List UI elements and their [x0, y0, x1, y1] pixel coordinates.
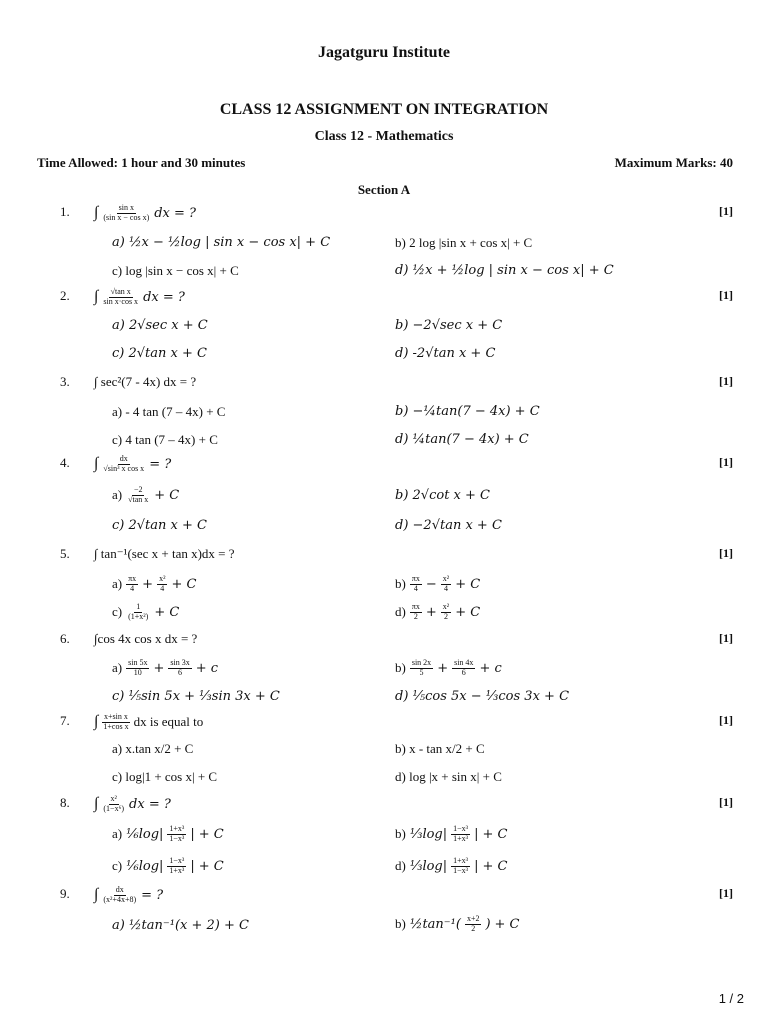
question-number: 8.: [60, 795, 70, 810]
question-number: 7.: [60, 713, 70, 728]
assignment-title: CLASS 12 ASSIGNMENT ON INTEGRATION: [219, 101, 549, 118]
question-number: 4.: [60, 455, 70, 470]
question-number: 2.: [60, 288, 70, 303]
time-allowed: Time Allowed: 1 hour and 30 minutes: [37, 155, 246, 170]
subject-line: Class 12 - Mathematics: [314, 129, 454, 144]
option-b: b) −2√sec x + C: [395, 318, 503, 333]
question-number: 6.: [60, 631, 70, 646]
question-marks: [1]: [719, 288, 733, 302]
option-a: a) −2 √tan x + C: [112, 485, 180, 504]
question-marks: [1]: [719, 455, 733, 469]
option-b: b) πx 4 − $\frac{\text{x²}}{4}$ + C: [395, 574, 481, 593]
question-prompt: ∫ $\frac{dx}{\text{√sin³ x cos x}}$ = ?: [94, 454, 172, 473]
option-b: b) sin 2x 5 + $\frac{\sin 4x}{6}$ + c: [395, 658, 502, 677]
option-c: c) 2√tan x + C: [112, 518, 207, 533]
question-number: 9.: [60, 886, 70, 901]
question-marks: [1]: [719, 795, 733, 809]
option-c: c) 4 tan (7 – 4x) + C: [112, 432, 218, 447]
option-a: a) ½tan⁻¹(x + 2) + C: [112, 918, 249, 933]
option-d: d) ⅓log| 1+x³ 1−x³ | + C: [395, 856, 508, 875]
option-c: c) ⅕sin 5x + ⅓sin 3x + C: [112, 689, 280, 704]
option-d: d) log |x + sin x| + C: [395, 769, 502, 784]
option-d: d) ⅕cos 5x − ⅓cos 3x + C: [395, 689, 570, 704]
option-b: b) ⅓log| 1−x³ 1+x³ | + C: [395, 824, 508, 843]
question-prompt: ∫ $\frac{dx}{\text{(x²+4x+8)}}$ = ?: [94, 885, 164, 904]
section-heading: Section A: [357, 182, 411, 197]
option-b: b) 2 log |sin x + cos x| + C: [395, 235, 533, 250]
question-prompt: ∫ sec²(7 - 4x) dx = ?: [94, 374, 197, 389]
option-a: a) ⅙log| 1+x³ 1−x³ | + C: [112, 824, 224, 843]
question-marks: [1]: [719, 204, 733, 218]
question-number: 1.: [60, 204, 70, 219]
option-b: b) −¼tan(7 − 4x) + C: [395, 404, 540, 419]
option-a: a) 2√sec x + C: [112, 318, 208, 333]
question-number: 3.: [60, 374, 70, 389]
question-marks: [1]: [719, 713, 733, 727]
option-b: b) ½tan⁻¹( x+2 2 ) + C: [395, 914, 520, 933]
option-d: d) ¼tan(7 − 4x) + C: [395, 432, 529, 447]
institute-name: Jagatguru Institute: [317, 44, 450, 61]
option-d: d) -2√tan x + C: [395, 346, 496, 361]
question-prompt: ∫ x² (1−x⁶) dx = ?: [94, 794, 171, 813]
option-c: c) 2√tan x + C: [112, 346, 207, 361]
option-b: b) x - tan x/2 + C: [395, 741, 485, 756]
maximum-marks: Maximum Marks: 40: [614, 155, 733, 170]
option-b: b) 2√cot x + C: [395, 488, 490, 503]
option-a: a) ½x − ½log | sin x − cos x| + C: [112, 235, 331, 250]
option-a: a) - 4 tan (7 – 4x) + C: [112, 404, 226, 419]
question-marks: [1]: [719, 374, 733, 388]
question-number: 5.: [60, 546, 70, 561]
question-marks: [1]: [719, 631, 733, 645]
option-a: a) x.tan x/2 + C: [112, 741, 194, 756]
option-c: c) log|1 + cos x| + C: [112, 769, 218, 784]
question-prompt: ∫cos 4x cos x dx = ?: [94, 631, 198, 646]
option-a: a) πx 4 + $\frac{\text{x²}}{4}$ + C: [112, 574, 197, 593]
option-d: d) −2√tan x + C: [395, 518, 502, 533]
option-c: c) log |sin x − cos x| + C: [112, 263, 239, 278]
question-prompt: ∫ √tan x sin x·cos x dx = ?: [94, 287, 185, 306]
question-marks: [1]: [719, 886, 733, 900]
page-indicator: 1 / 2: [718, 991, 744, 1006]
question-prompt: ∫ x+sin x 1+cos x dx is equal to: [94, 712, 204, 731]
option-a: a) sin 5x 10 + $\frac{\sin 3x}{6}$ + c: [112, 658, 219, 677]
question-marks: [1]: [719, 546, 733, 560]
question-prompt: ∫ sin x (sin x − cos x) dx = ?: [94, 203, 197, 222]
option-d: d) πx 2 + $\frac{\text{x²}}{2}$ + C: [395, 602, 481, 621]
option-d: d) ½x + ½log | sin x − cos x| + C: [395, 263, 614, 278]
option-c: c) 1 (1+x²) + C: [112, 602, 180, 621]
option-c: c) ⅙log| 1−x³ 1+x³ | + C: [112, 856, 224, 875]
question-prompt: ∫ tan⁻¹(sec x + tan x)dx = ?: [94, 546, 235, 561]
